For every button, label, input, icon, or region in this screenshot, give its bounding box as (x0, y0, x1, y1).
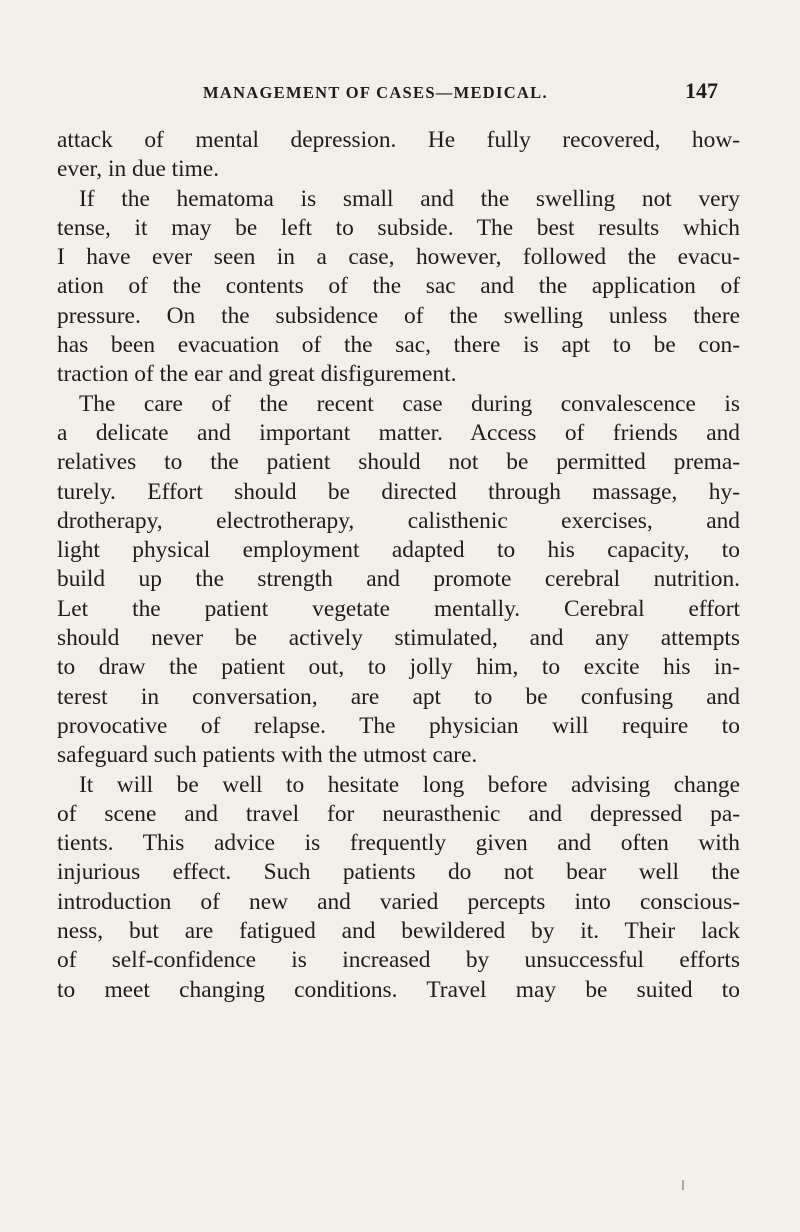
text-line: drotherapy, electrotherapy, calisthenic exercises, and (57, 507, 740, 534)
text-line: ever, in due time. (57, 156, 220, 183)
text-line: should never be actively stimulated, and any attempts (57, 625, 740, 652)
text-line: The care of the recent case during convalescence is (79, 390, 740, 417)
text-line: of self-confidence is increased by unsuccessful efforts (57, 947, 740, 974)
text-line: build up the strength and promote cerebral nutrition. (57, 566, 740, 593)
text-line: pressure. On the subsidence of the swelling unless there (57, 302, 740, 329)
text-line: provocative of relapse. The physician will require to (57, 712, 740, 739)
page-number: 147 (685, 78, 718, 103)
text-line: injurious effect. Such patients do not bear well the (57, 859, 740, 886)
text-line: light physical employment adapted to his capacity, to (57, 537, 740, 564)
text-line: turely. Effort should be directed through massage, hy- (57, 478, 740, 505)
text-line: introduction of new and varied percepts into conscious- (57, 888, 740, 915)
text-line: It will be well to hesitate long before advising change (79, 771, 740, 798)
text-line: tients. This advice is frequently given and often with (57, 830, 740, 857)
running-head (203, 78, 718, 104)
text-line: Let the patient vegetate mentally. Cerebral effort (57, 595, 740, 622)
text-line: to draw the patient out, to jolly him, to excite his in- (57, 654, 740, 681)
text-line: If the hematoma is small and the swelling not very (79, 185, 740, 212)
text-line: has been evacuation of the sac, there is apt to be con- (57, 332, 740, 359)
text-line: terest in conversation, are apt to be confusing and (57, 683, 740, 710)
text-line: attack of mental depression. He fully recovered, how- (57, 127, 740, 153)
text-line: traction of the ear and great disfigurement. (57, 361, 457, 388)
text-line: a delicate and important matter. Access of friends and (57, 419, 740, 446)
page-header-title: MANAGEMENT OF CASES—MEDICAL. (203, 83, 548, 102)
print-speck (682, 1180, 684, 1190)
text-line: tense, it may be left to subside. The best results which (57, 214, 740, 241)
body-text (57, 126, 740, 1005)
text-line: I have ever seen in a case, however, followed the evacu- (57, 244, 740, 271)
text-line: to meet changing conditions. Travel may be suited to (57, 976, 740, 1003)
text-line: ness, but are fatigued and bewildered by it. Their lack (57, 918, 740, 945)
text-line: ation of the contents of the sac and the application of (57, 273, 740, 300)
text-line: relatives to the patient should not be permitted prema- (57, 449, 740, 476)
text-line: safeguard such patients with the utmost care. (57, 742, 478, 769)
text-line: of scene and travel for neurasthenic and depressed pa- (57, 800, 740, 827)
